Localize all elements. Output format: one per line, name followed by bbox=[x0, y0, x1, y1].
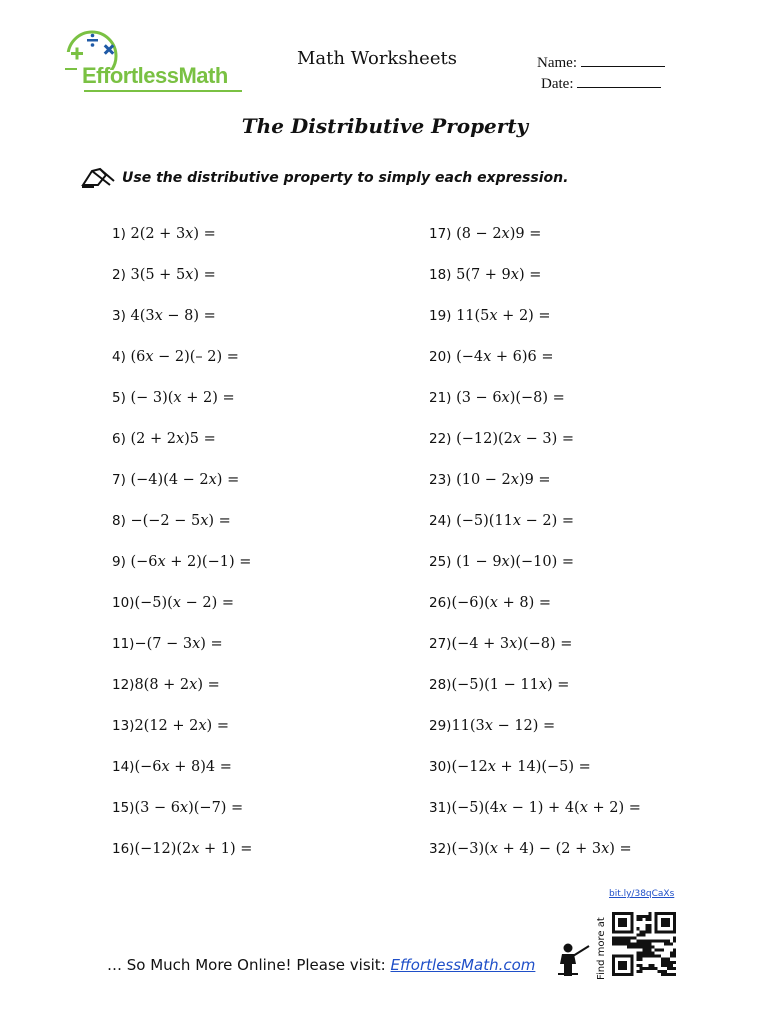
problem-expression: 11(5𝑥 + 2) = bbox=[456, 308, 551, 324]
problem-item bbox=[112, 759, 232, 775]
problem-item bbox=[429, 677, 569, 693]
problem-expression: (−12𝑥 + 14)(−5) = bbox=[451, 759, 591, 775]
qr-link[interactable]: bit.ly/38qCaXs bbox=[609, 889, 675, 899]
problem-item bbox=[112, 472, 239, 488]
problem-item bbox=[112, 554, 251, 570]
problem-item bbox=[112, 636, 223, 652]
problem-expression: (−12)(2𝑥 + 1) = bbox=[134, 841, 253, 857]
problem-number: 25) bbox=[429, 554, 452, 570]
problem-expression: 5(7 + 9𝑥) = bbox=[456, 267, 542, 283]
problem-number: 26) bbox=[429, 595, 452, 611]
problem-expression: (−6𝑥 + 2)(−1) = bbox=[130, 554, 252, 570]
problem-number: 17) bbox=[429, 226, 452, 242]
problem-expression: −(7 − 3𝑥) = bbox=[134, 636, 223, 652]
problem-number: 7) bbox=[112, 472, 126, 488]
problem-number: 5) bbox=[112, 390, 126, 406]
problem-number: 20) bbox=[429, 349, 452, 365]
problem-number: 4) bbox=[112, 349, 126, 365]
problem-item bbox=[429, 308, 551, 324]
problem-item bbox=[429, 431, 574, 447]
problem-number: 3) bbox=[112, 308, 126, 324]
problem-expression: (8 − 2𝑥)9 = bbox=[456, 226, 542, 242]
problem-expression: (−5)(1 − 11𝑥) = bbox=[451, 677, 570, 693]
problem-number: 28) bbox=[429, 677, 452, 693]
problem-expression: (−4 + 3𝑥)(−8) = bbox=[451, 636, 573, 652]
problem-item bbox=[429, 800, 641, 816]
problem-expression: 4(3𝑥 − 8) = bbox=[130, 308, 216, 324]
problem-expression: (−12)(2𝑥 − 3) = bbox=[456, 431, 575, 447]
problem-number: 27) bbox=[429, 636, 452, 652]
problem-item bbox=[112, 390, 235, 406]
problem-number: 23) bbox=[429, 472, 452, 488]
problem-expression: (−3)(𝑥 + 4) − (2 + 3𝑥) = bbox=[451, 841, 632, 857]
problem-number: 22) bbox=[429, 431, 452, 447]
problem-item bbox=[112, 841, 252, 857]
problem-item bbox=[112, 677, 220, 693]
date-label: Date: bbox=[541, 76, 574, 92]
problem-item bbox=[429, 759, 591, 775]
problem-expression: 8(8 + 2𝑥) = bbox=[134, 677, 220, 693]
problem-expression: (1 − 9𝑥)(−10) = bbox=[456, 554, 575, 570]
problem-number: 10) bbox=[112, 595, 135, 611]
problem-expression: (6𝑥 − 2)(– 2) = bbox=[130, 349, 239, 365]
problem-item bbox=[429, 349, 554, 365]
problem-number: 6) bbox=[112, 431, 126, 447]
problem-item bbox=[429, 472, 551, 488]
problem-number: 32) bbox=[429, 841, 452, 857]
teacher-icon bbox=[556, 942, 592, 976]
problem-item bbox=[429, 554, 574, 570]
problem-item bbox=[112, 595, 234, 611]
problem-expression: 11(3𝑥 − 12) = bbox=[451, 718, 556, 734]
problem-number: 30) bbox=[429, 759, 452, 775]
problem-item bbox=[112, 308, 216, 324]
problem-item bbox=[112, 226, 216, 242]
instruction-text: Use the distributive property to simply each expression. bbox=[122, 170, 569, 186]
problem-item bbox=[112, 718, 229, 734]
problem-item bbox=[429, 267, 541, 283]
problem-number: 11) bbox=[112, 636, 135, 652]
footer bbox=[107, 956, 535, 974]
problem-number: 18) bbox=[429, 267, 452, 283]
problem-number: 31) bbox=[429, 800, 452, 816]
problem-item bbox=[429, 390, 565, 406]
problem-item bbox=[112, 267, 216, 283]
qr-code[interactable] bbox=[612, 910, 676, 978]
problem-expression: (−6𝑥 + 8)4 = bbox=[134, 759, 232, 775]
problem-number: 24) bbox=[429, 513, 452, 529]
problem-number: 2) bbox=[112, 267, 126, 283]
problem-expression: −(−2 − 5𝑥) = bbox=[130, 513, 231, 529]
find-more-label: Find more at bbox=[596, 917, 607, 980]
problem-item bbox=[112, 431, 216, 447]
problem-expression: (−5)(𝑥 − 2) = bbox=[134, 595, 234, 611]
footer-text: … So Much More Online! Please visit: bbox=[107, 956, 391, 974]
problem-expression: (− 3)(𝑥 + 2) = bbox=[130, 390, 235, 406]
problem-number: 16) bbox=[112, 841, 135, 857]
problem-number: 1) bbox=[112, 226, 126, 242]
problem-expression: (2 + 2𝑥)5 = bbox=[130, 431, 216, 447]
problem-item bbox=[429, 636, 572, 652]
problem-item bbox=[429, 718, 555, 734]
problem-item bbox=[112, 513, 231, 529]
problem-number: 12) bbox=[112, 677, 135, 693]
header-title: Math Worksheets bbox=[297, 48, 457, 69]
problem-item bbox=[429, 226, 541, 242]
problem-number: 14) bbox=[112, 759, 135, 775]
problem-number: 9) bbox=[112, 554, 126, 570]
footer-site-link[interactable]: EffortlessMath.com bbox=[390, 956, 536, 974]
problem-number: 21) bbox=[429, 390, 452, 406]
problem-expression: 2(12 + 2𝑥) = bbox=[134, 718, 229, 734]
problem-expression: (3 − 6𝑥)(−8) = bbox=[456, 390, 565, 406]
problem-expression: (10 − 2𝑥)9 = bbox=[456, 472, 551, 488]
logo-text: EffortlessMath bbox=[82, 63, 228, 88]
problem-item bbox=[429, 513, 574, 529]
problem-number: 29) bbox=[429, 718, 452, 734]
problem-item bbox=[112, 800, 243, 816]
problem-item bbox=[112, 349, 239, 365]
document-title: The Distributive Property bbox=[241, 114, 529, 138]
problem-number: 15) bbox=[112, 800, 135, 816]
name-label: Name: bbox=[537, 55, 577, 71]
problem-number: 8) bbox=[112, 513, 126, 529]
problem-expression: 2(2 + 3𝑥) = bbox=[130, 226, 216, 242]
problem-expression: (−4𝑥 + 6)6 = bbox=[456, 349, 554, 365]
problem-expression: 3(5 + 5𝑥) = bbox=[130, 267, 216, 283]
problem-expression: (−5)(4𝑥 − 1) + 4(𝑥 + 2) = bbox=[451, 800, 641, 816]
problem-item bbox=[429, 841, 632, 857]
problem-number: 19) bbox=[429, 308, 452, 324]
problem-number: 13) bbox=[112, 718, 135, 734]
problem-expression: (−6)(𝑥 + 8) = bbox=[451, 595, 551, 611]
problem-expression: (−4)(4 − 2𝑥) = bbox=[130, 472, 240, 488]
problem-expression: (3 − 6𝑥)(−7) = bbox=[134, 800, 244, 816]
problem-expression: (−5)(11𝑥 − 2) = bbox=[456, 513, 575, 529]
problem-item bbox=[429, 595, 551, 611]
